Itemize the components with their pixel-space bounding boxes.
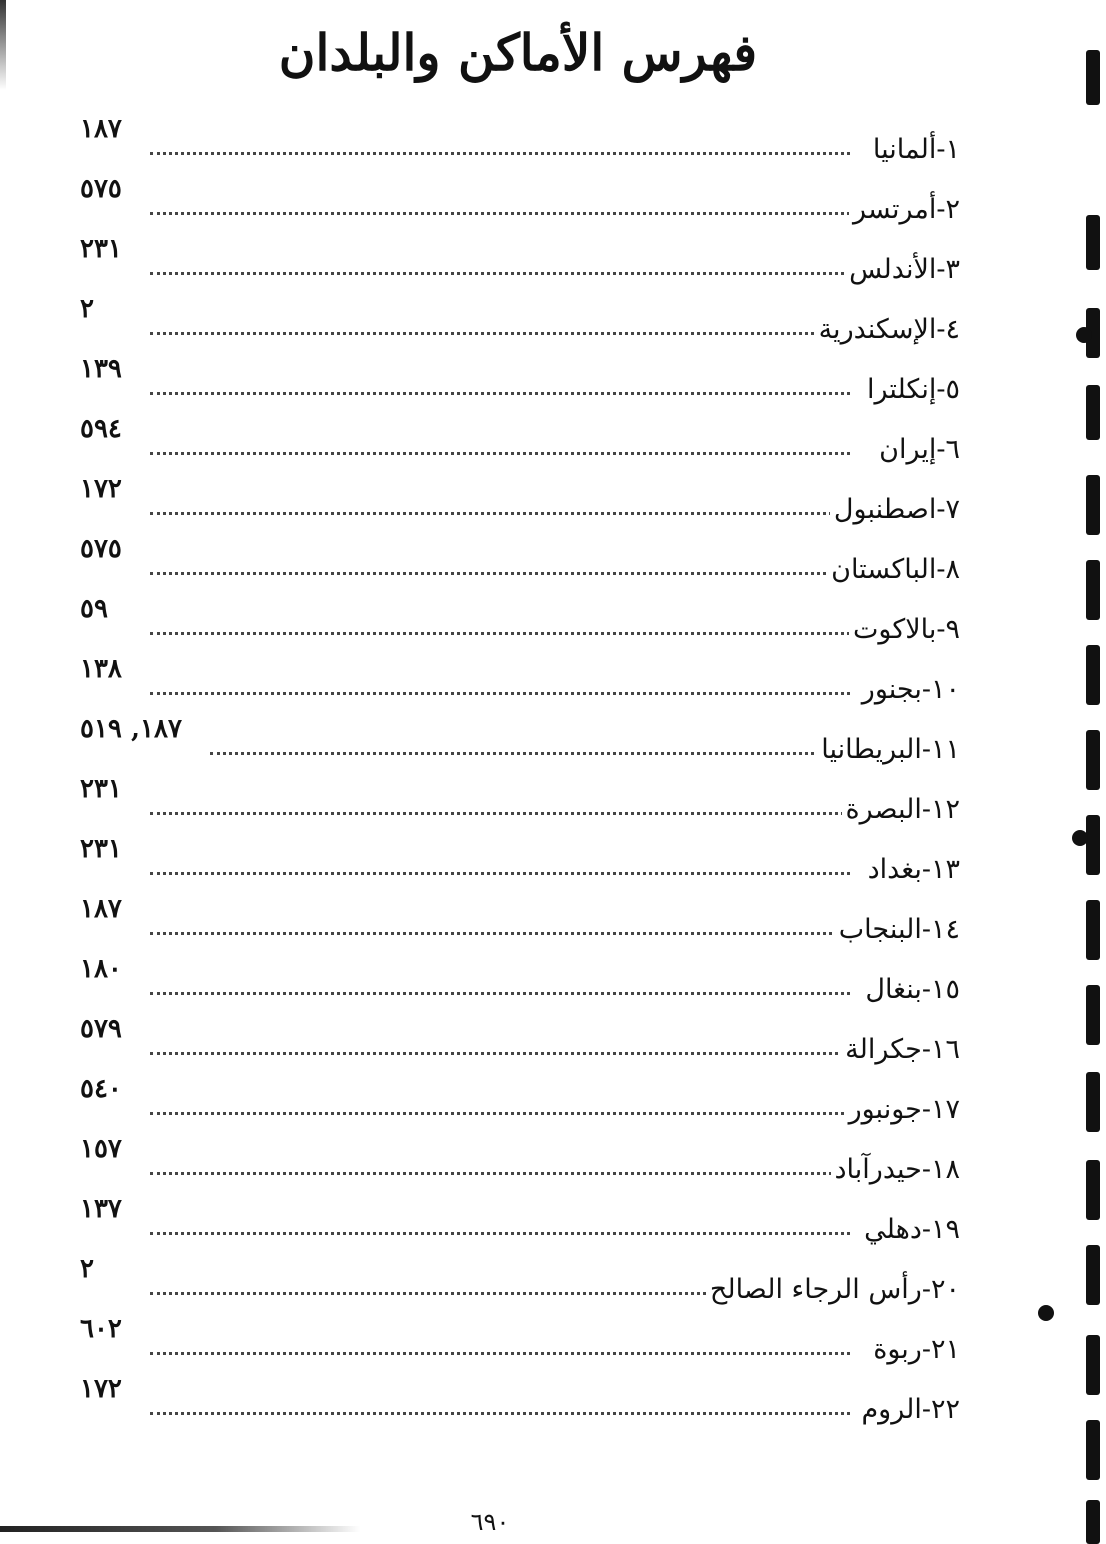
binding-mark — [1086, 50, 1100, 105]
entry-page-ref: ٢٣١ — [80, 774, 122, 804]
dot-leader — [150, 1092, 850, 1115]
list-item — [60, 292, 960, 352]
entry-name: ١٥-بنغال — [861, 970, 960, 1010]
entry-name: ١٦-جكرالة — [841, 1030, 960, 1070]
list-item — [60, 472, 960, 532]
entry-name: ١٩-دهلي — [860, 1210, 960, 1250]
page-number: ٦٩٠ — [470, 1508, 510, 1536]
entry-name: ١٠-بجنور — [858, 670, 960, 710]
list-item — [60, 1132, 960, 1192]
binding-mark — [1086, 560, 1100, 620]
list-item — [60, 772, 960, 832]
entry-page-ref: ١٧٢ — [80, 474, 122, 504]
entry-page-ref: ١٨٠ — [80, 954, 122, 984]
binding-mark — [1086, 730, 1100, 790]
dot-leader — [150, 852, 850, 875]
binding-mark — [1086, 215, 1100, 270]
dot-leader — [150, 1332, 850, 1355]
entry-page-ref: ٦٠٢ — [80, 1314, 122, 1344]
binding-mark — [1086, 1072, 1100, 1132]
entry-page-ref: ٢٣١ — [80, 834, 122, 864]
dot-leader — [150, 252, 850, 275]
scan-bottom-smudge — [0, 1526, 360, 1532]
list-item — [60, 952, 960, 1012]
list-item — [60, 412, 960, 472]
binding-mark — [1086, 1245, 1100, 1305]
binding-mark — [1086, 815, 1100, 875]
list-item — [60, 1192, 960, 1252]
entry-name: ١٢-البصرة — [842, 790, 960, 830]
entry-name: ٧-اصطنبول — [830, 490, 960, 530]
binding-hole-dot — [1076, 327, 1092, 343]
dot-leader — [150, 912, 850, 935]
entry-name: ٨-الباكستان — [827, 550, 960, 590]
dot-leader — [150, 132, 850, 155]
entry-page-ref: ٢٣١ — [80, 234, 122, 264]
entry-name: ٢٢-الروم — [857, 1390, 960, 1430]
dot-leader — [150, 792, 850, 815]
binding-mark — [1086, 985, 1100, 1045]
entry-page-ref: ١٨٧ — [80, 114, 122, 144]
dot-leader — [150, 552, 850, 575]
entry-name: ١٨-حيدرآباد — [831, 1150, 960, 1190]
entry-page-ref: ٥٤٠ — [80, 1074, 122, 1104]
entry-name: ١١-البريطانيا — [817, 730, 960, 770]
entry-page-ref: ٢ — [80, 294, 94, 324]
entry-page-ref: ١٣٧ — [80, 1194, 122, 1224]
entry-page-ref: ٢ — [80, 1254, 94, 1284]
dot-leader — [210, 732, 850, 755]
entry-name: ٢-أمرتسر — [849, 190, 960, 230]
places-index-list — [60, 112, 960, 1442]
list-item — [60, 712, 960, 772]
entry-page-ref: ١٧٢ — [80, 1374, 122, 1404]
entry-page-ref: ١٥٧ — [80, 1134, 122, 1164]
entry-page-ref: ١٨٧ — [80, 894, 122, 924]
entry-page-ref: ٥٩ — [80, 594, 108, 624]
list-item — [60, 232, 960, 292]
list-item — [60, 1252, 960, 1312]
binding-hole-dot — [1072, 830, 1088, 846]
entry-name: ١٣-بغداد — [864, 850, 960, 890]
dot-leader — [150, 1032, 850, 1055]
list-item — [60, 1012, 960, 1072]
entry-name: ٦-إيران — [875, 430, 960, 470]
entry-page-ref: ٥٧٥ — [80, 534, 122, 564]
dot-leader — [150, 312, 850, 335]
dot-leader — [150, 192, 850, 215]
entry-name: ١٤-البنجاب — [835, 910, 960, 950]
dot-leader — [150, 972, 850, 995]
dot-leader — [150, 1212, 850, 1235]
dot-leader — [150, 372, 850, 395]
list-item — [60, 352, 960, 412]
entry-page-ref: ١٣٨ — [80, 654, 122, 684]
binding-mark — [1086, 1500, 1100, 1544]
dot-leader — [150, 1152, 850, 1175]
binding-mark — [1086, 1160, 1100, 1220]
list-item — [60, 592, 960, 652]
binding-mark — [1086, 645, 1100, 705]
binding-mark — [1086, 900, 1100, 960]
entry-name: ١٧-جونبور — [845, 1090, 960, 1130]
page-title: فهرس الأماكن والبلدان — [278, 23, 758, 82]
entry-name: ١-ألمانيا — [869, 130, 960, 170]
dot-leader — [150, 1392, 850, 1415]
entry-page-ref: ٥٩٤ — [80, 414, 122, 444]
entry-page-ref: ٥٧٥ — [80, 174, 122, 204]
entry-name: ٢٠-رأس الرجاء الصالح — [706, 1270, 960, 1310]
list-item — [60, 1072, 960, 1132]
dot-leader — [150, 612, 850, 635]
entry-name: ٥-إنكلترا — [863, 370, 960, 410]
list-item — [60, 1312, 960, 1372]
entry-page-ref: ١٨٧, ٥١٩ — [80, 714, 182, 744]
entry-page-ref: ٥٧٩ — [80, 1014, 122, 1044]
binding-mark — [1086, 1420, 1100, 1480]
list-item — [60, 652, 960, 712]
list-item — [60, 532, 960, 592]
dot-leader — [150, 672, 850, 695]
dot-leader — [150, 432, 850, 455]
entry-name: ٣-الأندلس — [845, 250, 960, 290]
list-item — [60, 112, 960, 172]
entry-name: ٢١-ربوة — [869, 1330, 960, 1370]
binding-mark — [1086, 475, 1100, 535]
binding-hole-dot — [1038, 1305, 1054, 1321]
entry-name: ٩-بالاكوت — [849, 610, 960, 650]
list-item — [60, 892, 960, 952]
list-item — [60, 832, 960, 892]
list-item — [60, 1372, 960, 1432]
entry-page-ref: ١٣٩ — [80, 354, 122, 384]
entry-name: ٤-الإسكندرية — [815, 310, 960, 350]
list-item — [60, 172, 960, 232]
dot-leader — [150, 492, 850, 515]
binding-mark — [1086, 385, 1100, 440]
binding-mark — [1086, 1335, 1100, 1395]
